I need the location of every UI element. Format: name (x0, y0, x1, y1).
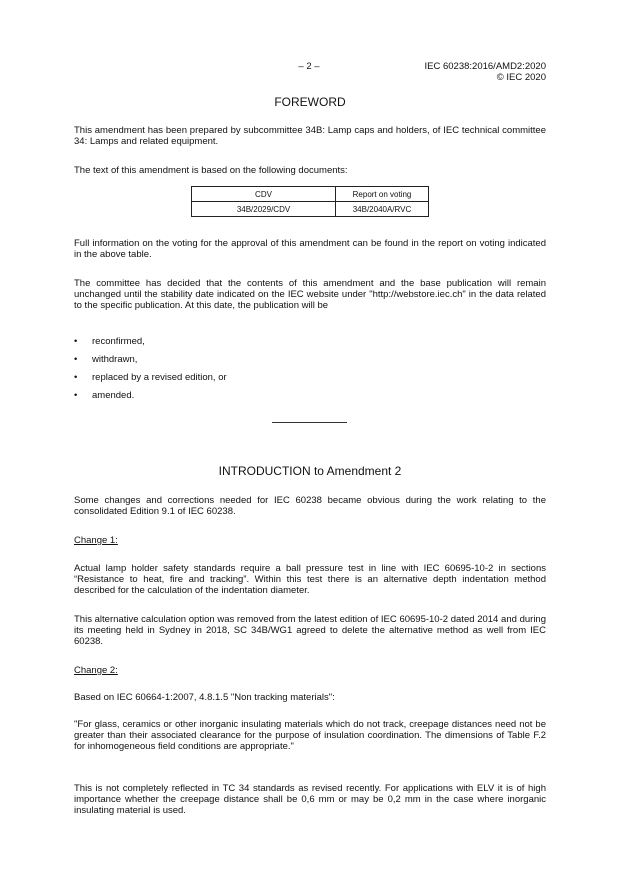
change-2-paragraph-2: This is not completely reflected in TC 34 standards as revised recently. For applications with ELV it is of high importance whether the creepage distance shall be 0,6 mm or may be 0,2 mm in the case where inorganic insulating material is used. (74, 783, 546, 816)
list-item-text: withdrawn, (92, 354, 138, 365)
list-item-text: replaced by a revised edition, or (92, 372, 227, 383)
list-item-text: amended. (92, 390, 135, 401)
table-row (192, 202, 429, 217)
section-divider (272, 422, 347, 423)
foreword-paragraph-3: Full information on the voting for the approval of this amendment can be found in the report on voting indicated in the above table. (74, 238, 546, 260)
foreword-paragraph-4: The committee has decided that the contents of this amendment and the base publication will remain unchanged until the stability date indicated on the IEC website under "http://webstore.iec.ch" in the data related to the specific publication. At this date, the publication will be (74, 278, 546, 311)
table-header-report: Report on voting (336, 187, 429, 202)
page-number: – 2 – (298, 61, 320, 72)
list-item (74, 390, 227, 408)
introduction-title: INTRODUCTION to Amendment 2 (218, 464, 402, 478)
list-item (74, 372, 227, 390)
foreword-title: FOREWORD (274, 95, 346, 109)
change-1-paragraph-2: This alternative calculation option was removed from the latest edition of IEC 60695-10-2 dated 2014 and during its meeting held in Sydney in 2018, SC 34B/WG1 agreed to delete the alternative method as well from IEC 60238. (74, 614, 546, 647)
foreword-paragraph-2: The text of this amendment is based on the following documents: (74, 165, 348, 176)
table-header-row (192, 187, 429, 202)
change-2-paragraph-1: Based on IEC 60664-1:2007, 4.8.1.5 "Non tracking materials": (74, 692, 335, 703)
table-header-cdv: CDV (192, 187, 336, 202)
foreword-paragraph-1: This amendment has been prepared by subcommittee 34B: Lamp caps and holders, of IEC technical committee 34: Lamps and related equipment. (74, 125, 546, 147)
list-item (74, 336, 227, 354)
change-1-paragraph-1: Actual lamp holder safety standards require a ball pressure test in line with IEC 60695-10-2 in sections “Resistance to heat, fire and tracking”. Within this test there is an alternative depth indentation method described for the calculation of the indentation diameter. (74, 563, 546, 596)
bullet-icon: • (74, 372, 78, 383)
copyright-notice: © IEC 2020 (496, 72, 546, 83)
publication-status-list (74, 336, 227, 408)
document-header (425, 61, 546, 83)
bullet-icon: • (74, 354, 78, 365)
change-1-heading: Change 1: (74, 535, 118, 546)
document-id: IEC 60238:2016/AMD2:2020 (424, 61, 546, 72)
list-item-text: reconfirmed, (92, 336, 145, 347)
table-cell-cdv: 34B/2029/CDV (192, 202, 336, 217)
voting-documents-table (191, 186, 429, 217)
change-2-heading: Change 2: (74, 665, 118, 676)
change-2-quote: "For glass, ceramics or other inorganic insulating materials which do not track, creepage distances need not be greater than their associated clearance for the purpose of insulation coordination. The dimensions of Table F.2 for inhomogeneous field conditions are appropriate." (74, 719, 546, 752)
bullet-icon: • (74, 390, 78, 401)
table-cell-report: 34B/2040A/RVC (336, 202, 429, 217)
list-item (74, 354, 227, 372)
introduction-paragraph-1: Some changes and corrections needed for IEC 60238 became obvious during the work relating to the consolidated Edition 9.1 of IEC 60238. (74, 495, 546, 517)
bullet-icon: • (74, 336, 78, 347)
